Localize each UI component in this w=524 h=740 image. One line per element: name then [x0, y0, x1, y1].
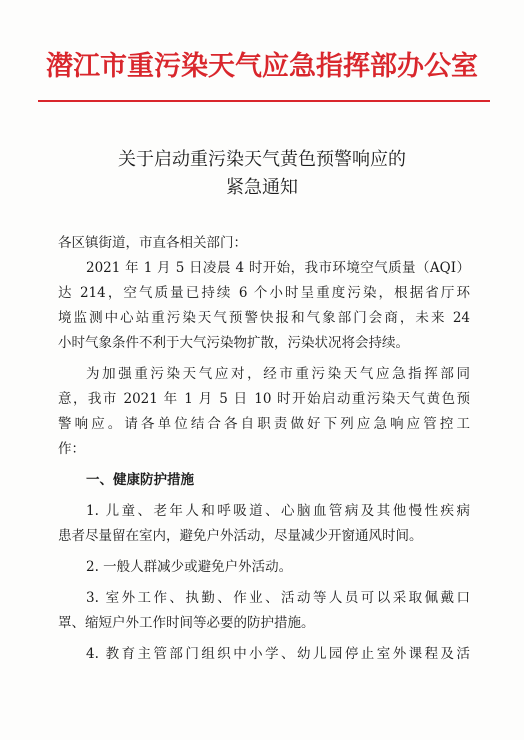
list-item-line: 2. 一般人群减少或避免户外活动。 — [86, 559, 293, 575]
list-item-1 — [58, 499, 470, 549]
paragraph-2 — [58, 362, 470, 462]
salutation: 各区镇街道，市直各相关部门： — [58, 235, 247, 251]
letterhead-red-rule — [38, 100, 490, 102]
paragraph-line: 意，我市 2021 年 1 月 5 日 10 时开始启动重污染天气黄色预 — [58, 391, 470, 407]
paragraph-line: 2021 年 1 月 5 日凌晨 4 时开始，我市环境空气质量（AQI） — [86, 260, 470, 276]
document-body — [58, 231, 470, 667]
paragraph-line: 境监测中心站重污染天气预警快报和气象部门会商，未来 24 — [58, 310, 470, 326]
list-item-line: 患者尽量留在室内，避免户外活动，尽量减少开窗通风时间。 — [58, 528, 423, 544]
list-item-line: 3. 室外工作、执勤、作业、活动等人员可以采取佩戴口 — [86, 590, 470, 606]
paragraph-1 — [58, 256, 470, 356]
paragraph-line: 小时气象条件不利于大气污染物扩散，污染状况将会持续。 — [58, 335, 409, 351]
section-heading-health-protection: 一、健康防护措施 — [86, 472, 194, 488]
list-item-2 — [58, 555, 470, 580]
list-item-line: 1. 儿童、老年人和呼吸道、心脑血管病及其他慢性疾病 — [86, 503, 470, 519]
document-title-line-2: 紧急通知 — [226, 177, 298, 198]
list-item-3 — [58, 586, 470, 636]
paragraph-line: 警响应。请各单位结合各自职责做好下列应急响应管控工 — [58, 416, 470, 432]
list-item-4 — [58, 642, 470, 667]
list-item-line: 4. 教育主管部门组织中小学、幼儿园停止室外课程及活 — [86, 646, 470, 662]
letterhead-title: 潜江市重污染天气应急指挥部办公室 — [46, 51, 478, 82]
document-title — [0, 146, 524, 202]
paragraph-line: 达 214，空气质量已持续 6 个小时呈重度污染，根据省厅环 — [58, 285, 470, 301]
paragraph-line: 为加强重污染天气应对，经市重污染天气应急指挥部同 — [86, 366, 470, 382]
paragraph-line: 作： — [58, 441, 85, 457]
list-item-line: 罩、缩短户外工作时间等必要的防护措施。 — [58, 615, 315, 631]
document-title-line-1: 关于启动重污染天气黄色预警响应的 — [118, 149, 406, 170]
